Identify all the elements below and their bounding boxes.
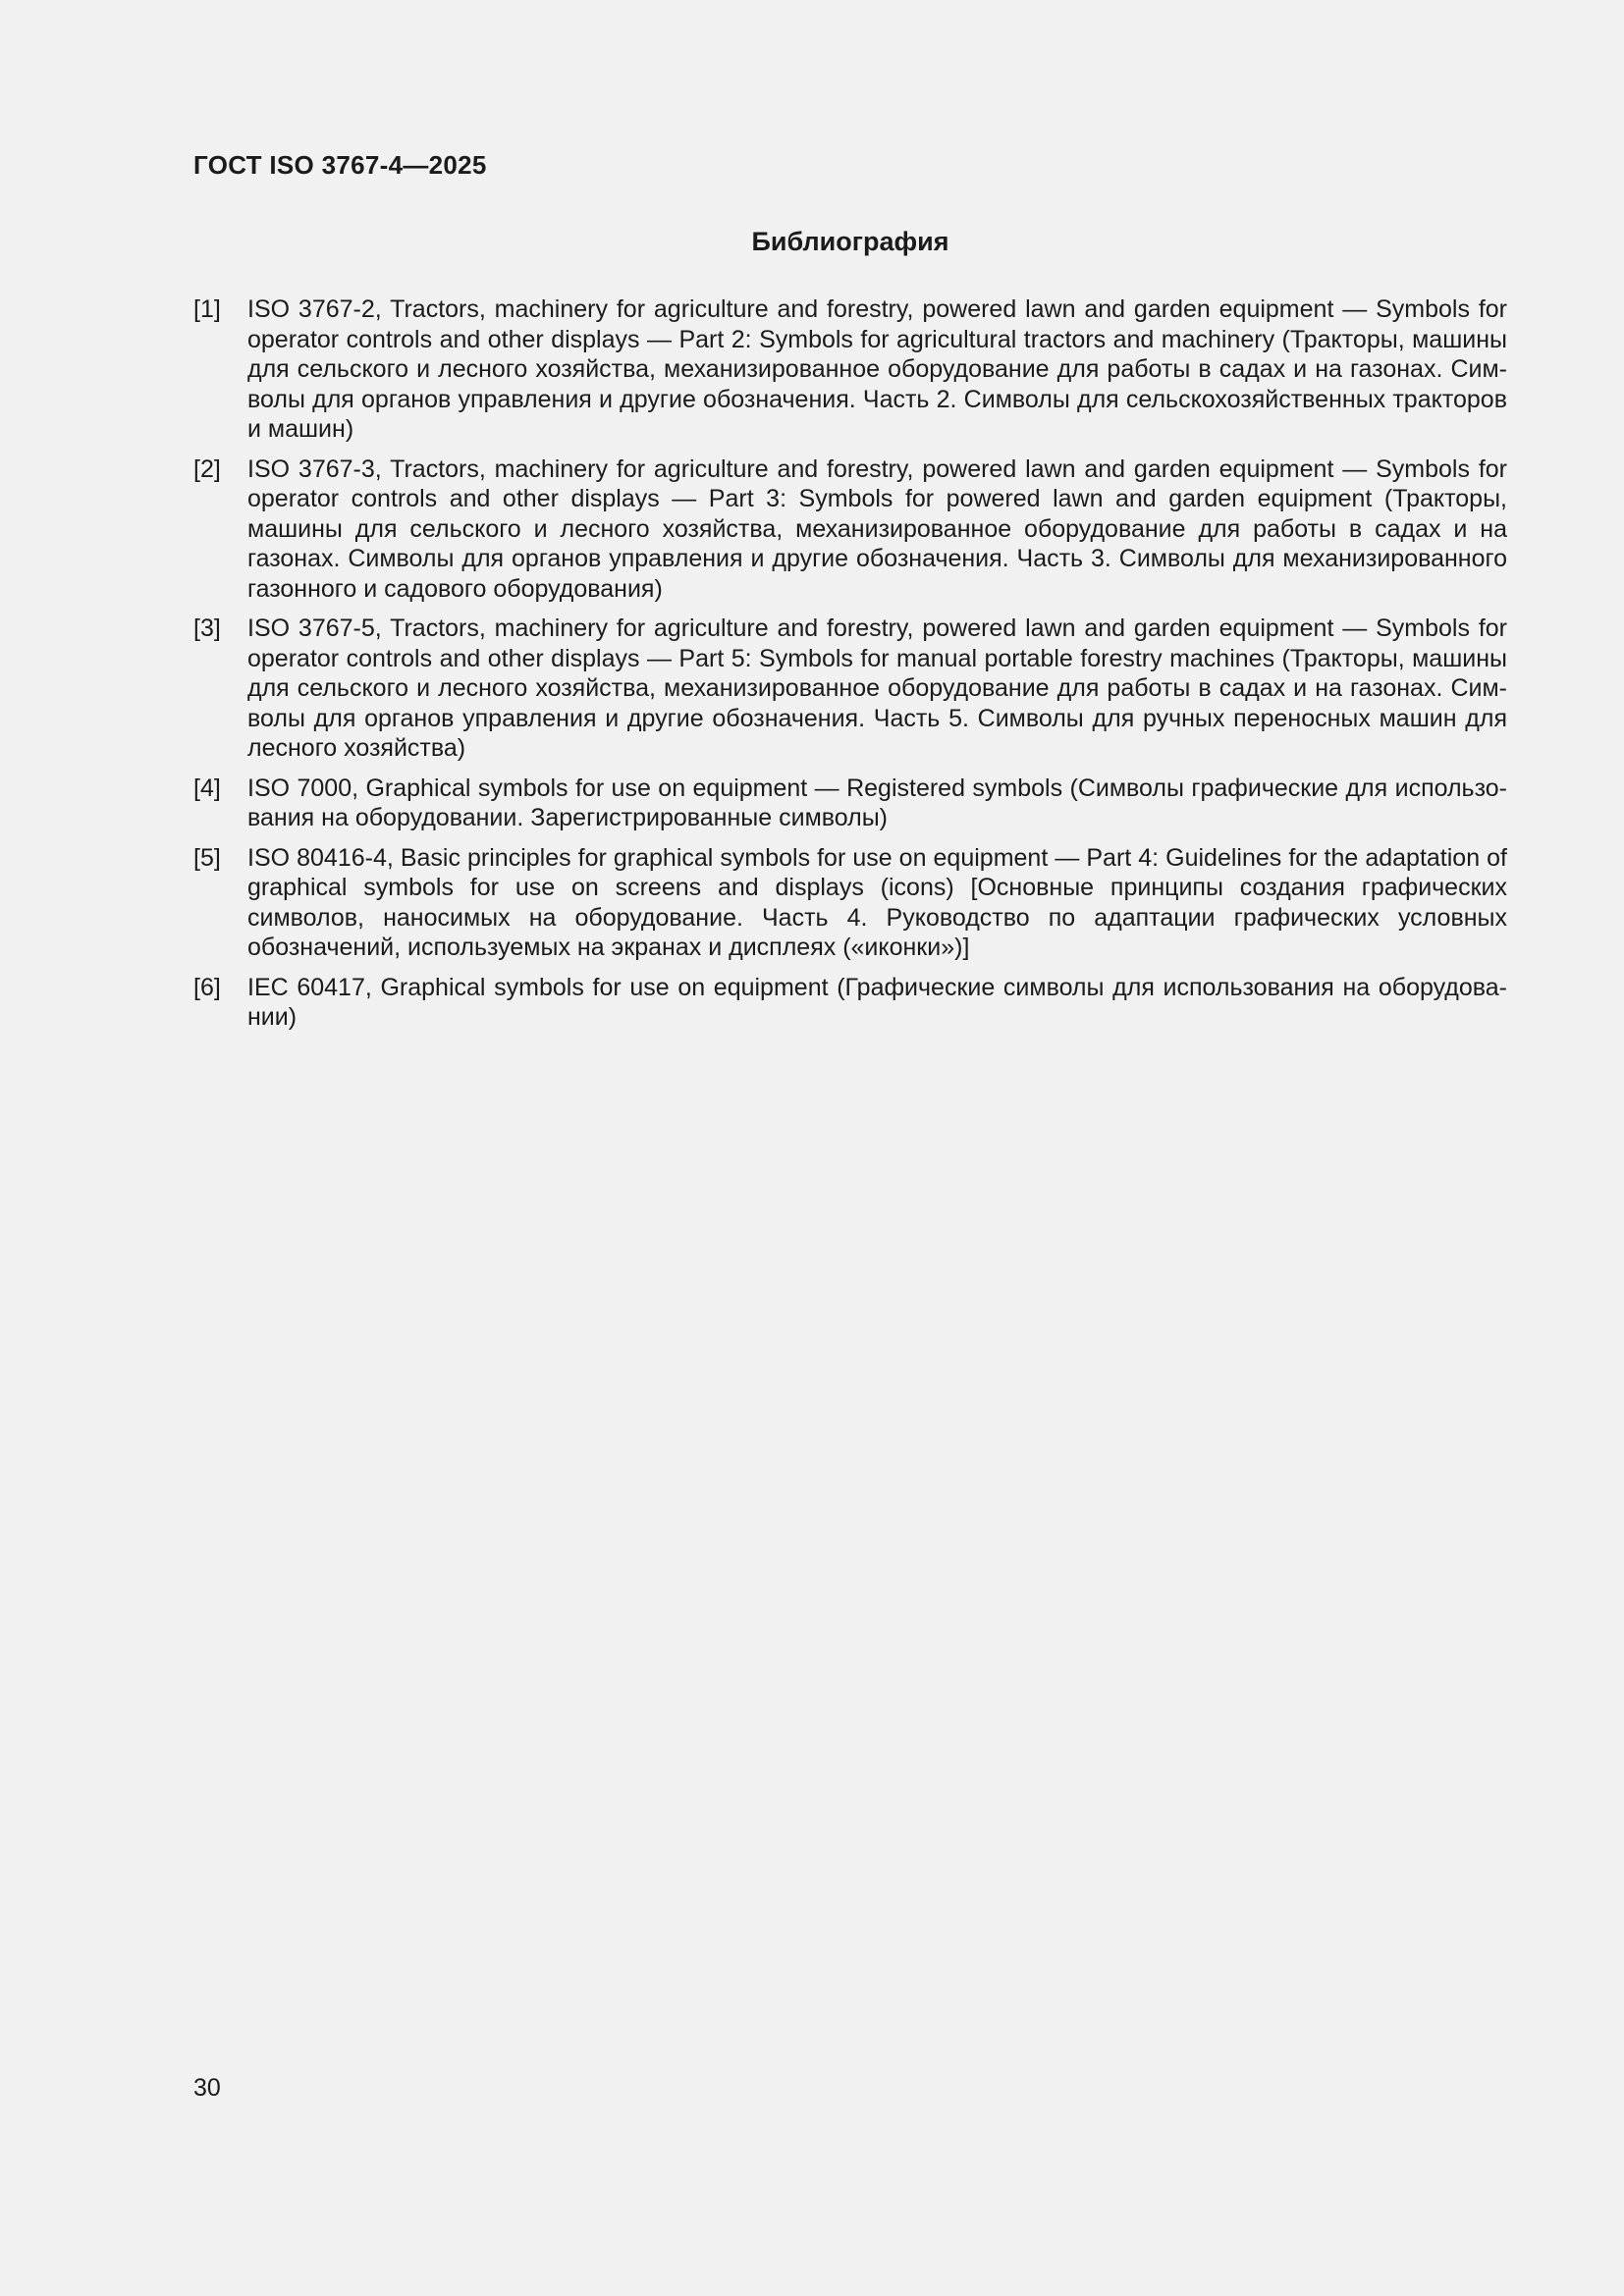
document-code-header: ГОСТ ISO 3767-4—2025 <box>193 150 487 180</box>
entry-text: IEC 60417, Graphical symbols for use on equipment (Графические символы для использования на оборудовании) <box>247 973 1507 1031</box>
bibliography-entry-5 <box>193 843 1507 963</box>
entry-text: ISO 3767-3, Tractors, machinery for agriculture and forestry, powered lawn and garden equipment — Symbols for operator controls and other displays — Part 3: Symbols for powered lawn and garden equipment (Тракторы, машины для сельского и лесного хозяйства, механизированное оборудование для работы в садах и на газонах. Символы для органов управления и другие обозначения. Часть 3. Символы для механизированного газонного и садового оборудования) <box>247 454 1507 603</box>
entry-text: ISO 3767-2, Tractors, machinery for agriculture and forestry, powered lawn and garden equipment — Symbols for operator controls and other displays — Part 2: Symbols for agricultural tractors and machinery (Тракторы, машины для сельского и лесного хозяйства, механизированное оборудование для работы в садах и на газонах. Символы для органов управления и другие обозначения. Часть 2. Символы для сельскохозяйственных тракторов и машин) <box>247 295 1507 443</box>
entry-number: [6] <box>193 973 221 1001</box>
page-number: 30 <box>193 2074 221 2102</box>
entry-number: [5] <box>193 843 221 872</box>
entry-number: [4] <box>193 774 221 802</box>
bibliography-title: Библиография <box>751 227 949 256</box>
bibliography-entry-4 <box>193 774 1507 833</box>
entry-text: ISO 80416-4, Basic principles for graphical symbols for use on equipment — Part 4: Guidelines for the adaptation of graphical symbols for use on screens and displays (icons) [Основные принципы создания графических символов, наносимых на оборудование. Часть 4. Руководство по адаптации графических условных обозначений, используемых на экранах и дисплеях («иконки»)] <box>247 843 1507 961</box>
entry-number: [2] <box>193 454 221 483</box>
bibliography-entry-1 <box>193 294 1507 445</box>
bibliography-list <box>193 294 1507 1042</box>
entry-number: [3] <box>193 614 221 642</box>
entry-number: [1] <box>193 295 221 323</box>
bibliography-entry-2 <box>193 454 1507 605</box>
bibliography-entry-6 <box>193 973 1507 1033</box>
entry-text: ISO 3767-5, Tractors, machinery for agriculture and forestry, powered lawn and garden equipment — Symbols for operator controls and other displays — Part 5: Symbols for manual portable forestry machines (Тракторы, машины для сельского и лесного хозяйства, механизированное оборудование для работы в садах и на газонах. Символы для органов управления и другие обозначения. Часть 5. Символы для ручных переносных машин для лесного хозяйства) <box>247 614 1507 762</box>
entry-text: ISO 7000, Graphical symbols for use on equipment — Registered symbols (Символы графические для использования на оборудовании. Зарегистрированные символы) <box>247 774 1507 831</box>
bibliography-entry-3 <box>193 614 1507 764</box>
